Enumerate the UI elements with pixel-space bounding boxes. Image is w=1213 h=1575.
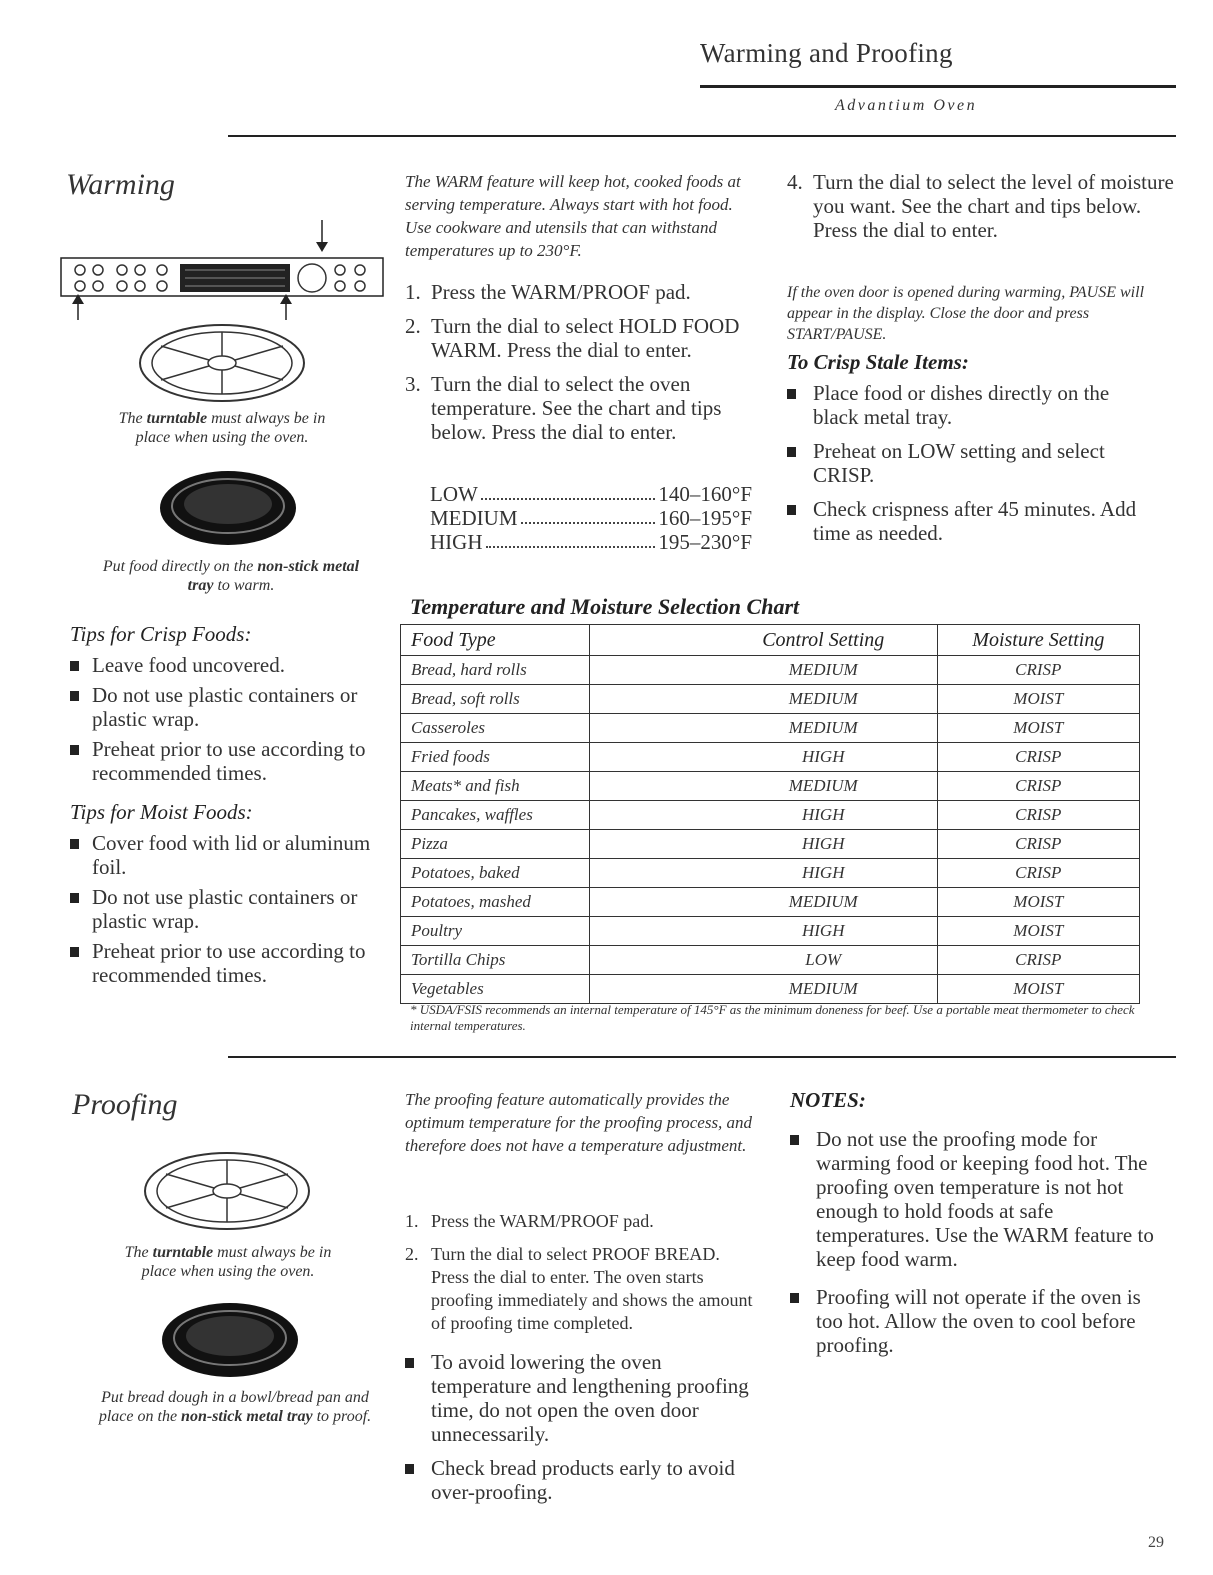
control-setting-cell: MEDIUM: [589, 685, 937, 714]
tips-moist-item: Do not use plastic containers or plastic wrap.: [70, 885, 390, 933]
temp-row-medium: MEDIUM 160–195°F: [430, 506, 752, 530]
tips-crisp-item: Leave food uncovered.: [70, 653, 390, 677]
control-setting-cell: HIGH: [589, 743, 937, 772]
food-type-cell: Bread, soft rolls: [401, 685, 590, 714]
section-divider-bottom: [228, 1056, 1176, 1058]
food-type-cell: Meats* and fish: [401, 772, 590, 801]
temp-row-low: LOW 140–160°F: [430, 482, 752, 506]
food-type-cell: Potatoes, mashed: [401, 888, 590, 917]
notes-heading: NOTES:: [790, 1088, 866, 1112]
control-setting-cell: HIGH: [589, 859, 937, 888]
metal-tray-illustration: [160, 1300, 300, 1380]
warming-title: Warming: [66, 168, 175, 201]
food-type-cell: Pizza: [401, 830, 590, 859]
control-setting-cell: MEDIUM: [589, 656, 937, 685]
crisp-stale-heading: To Crisp Stale Items:: [787, 350, 969, 374]
chart-row: [401, 685, 1140, 714]
chart-row: [401, 772, 1140, 801]
turntable-illustration: [137, 322, 307, 404]
proofing-steps: [405, 1210, 760, 1345]
proofing-tray-caption: Put bread dough in a bowl/bread pan and place on the non-stick metal tray to proof.: [98, 1389, 372, 1425]
crisp-stale-item: Check crispness after 45 minutes. Add time as needed.: [787, 497, 1157, 545]
moisture-setting-cell: CRISP: [937, 859, 1139, 888]
moisture-setting-cell: CRISP: [937, 946, 1139, 975]
metal-tray-illustration: [158, 468, 298, 548]
chart-row: [401, 743, 1140, 772]
tips-crisp-item: Do not use plastic containers or plastic wrap.: [70, 683, 390, 731]
page-number: 29: [1148, 1534, 1164, 1551]
section-divider-top: [228, 135, 1176, 137]
chart-header-row: [401, 625, 1140, 656]
chart-title: Temperature and Moisture Selection Chart: [410, 594, 800, 619]
chart-row: [401, 946, 1140, 975]
pause-note: If the oven door is opened during warming, PAUSE will appear in the display. Close the door and press START/PAUSE.: [787, 284, 1145, 343]
control-setting-cell: MEDIUM: [589, 772, 937, 801]
moisture-setting-cell: CRISP: [937, 743, 1139, 772]
control-setting-cell: MEDIUM: [589, 714, 937, 743]
page-header-title: Warming and Proofing: [700, 38, 953, 68]
proofing-turntable-caption: The turntable must always be in place when using the oven.: [124, 1244, 332, 1280]
moisture-setting-cell: MOIST: [937, 975, 1139, 1004]
tips-moist-foods: [70, 800, 390, 987]
chart-row: [401, 975, 1140, 1004]
control-setting-cell: LOW: [589, 946, 937, 975]
page-header-subtitle: Advantium Oven: [835, 97, 978, 114]
crisp-stale-item: Preheat on LOW setting and select CRISP.: [787, 439, 1157, 487]
food-type-cell: Vegetables: [401, 975, 590, 1004]
moisture-setting-cell: MOIST: [937, 917, 1139, 946]
food-type-cell: Pancakes, waffles: [401, 801, 590, 830]
turntable-illustration: [142, 1150, 312, 1232]
crisp-stale-item: Place food or dishes directly on the black metal tray.: [787, 381, 1157, 429]
chart-col-header: Moisture Setting: [937, 625, 1139, 656]
proofing-step: 2. Turn the dial to select PROOF BREAD. Press the dial to enter. The oven starts proofing immediately and shows the amount of proofing time completed.: [405, 1244, 753, 1333]
temperature-list: [430, 482, 752, 554]
moisture-setting-cell: CRISP: [937, 656, 1139, 685]
chart-col-header: Food Type: [401, 625, 590, 656]
chart-row: [401, 859, 1140, 888]
moisture-setting-cell: CRISP: [937, 772, 1139, 801]
warming-turntable-caption: The turntable must always be in place when using the oven.: [118, 410, 326, 446]
chart-row: [401, 801, 1140, 830]
control-panel-illustration: [60, 220, 385, 320]
crisp-stale-items: [787, 350, 1157, 545]
tips-crisp-heading: Tips for Crisp Foods:: [70, 622, 252, 646]
tips-crisp-foods: [70, 622, 390, 785]
warming-step-4: 4. Turn the dial to select the level of moisture you want. See the chart and tips below. Press the dial to enter.: [787, 170, 1174, 242]
chart-row: [401, 830, 1140, 859]
notes-item: Proofing will not operate if the oven is too hot. Allow the oven to cool before proofing.: [790, 1285, 1160, 1357]
tips-crisp-item: Preheat prior to use according to recommended times.: [70, 737, 390, 785]
warming-step: 1. Press the WARM/PROOF pad.: [405, 280, 691, 304]
proofing-bullet: To avoid lowering the oven temperature and lengthening proofing time, do not open the oven door unnecessarily.: [405, 1350, 750, 1446]
chart-col-header: Control Setting: [589, 625, 937, 656]
proofing-step: 1. Press the WARM/PROOF pad.: [405, 1211, 654, 1231]
chart-row: [401, 888, 1140, 917]
moisture-setting-cell: CRISP: [937, 801, 1139, 830]
warming-tray-caption: Put food directly on the non-stick metal tray to warm.: [102, 558, 360, 594]
food-type-cell: Casseroles: [401, 714, 590, 743]
warming-step: 3. Turn the dial to select the oven temperature. See the chart and tips below. Press the dial to enter.: [405, 372, 722, 444]
control-setting-cell: HIGH: [589, 917, 937, 946]
food-type-cell: Fried foods: [401, 743, 590, 772]
warming-step: 2. Turn the dial to select HOLD FOOD WARM. Press the dial to enter.: [405, 314, 740, 362]
food-type-cell: Bread, hard rolls: [401, 656, 590, 685]
proofing-intro: The proofing feature automatically provides the optimum temperature for the proofing process, and therefore does not have a temperature adjustment.: [405, 1090, 753, 1155]
control-setting-cell: MEDIUM: [589, 888, 937, 917]
selection-chart: [400, 624, 1140, 1004]
proofing-bullet: Check bread products early to avoid over-proofing.: [405, 1456, 750, 1504]
control-setting-cell: MEDIUM: [589, 975, 937, 1004]
chart-footnote: * USDA/FSIS recommends an internal temperature of 145°F as the minimum doneness for beef. Use a portable meat thermometer to check internal temperatures.: [410, 1002, 1135, 1033]
tips-moist-item: Cover food with lid or aluminum foil.: [70, 831, 390, 879]
food-type-cell: Tortilla Chips: [401, 946, 590, 975]
header-rule: [700, 85, 1176, 88]
food-type-cell: Potatoes, baked: [401, 859, 590, 888]
moisture-setting-cell: MOIST: [937, 888, 1139, 917]
control-setting-cell: HIGH: [589, 830, 937, 859]
chart-row: [401, 714, 1140, 743]
proofing-bullets: [405, 1350, 750, 1504]
tips-moist-item: Preheat prior to use according to recommended times.: [70, 939, 390, 987]
chart-table: [400, 624, 1140, 1004]
moisture-setting-cell: CRISP: [937, 830, 1139, 859]
moisture-setting-cell: MOIST: [937, 685, 1139, 714]
proofing-title: Proofing: [72, 1088, 178, 1121]
proofing-notes: [790, 1088, 1160, 1357]
warming-intro: The WARM feature will keep hot, cooked foods at serving temperature. Always start with hot food. Use cookware and utensils that can withstand temperatures up to 230°F.: [405, 172, 741, 260]
warming-steps: [405, 280, 750, 454]
chart-row: [401, 656, 1140, 685]
food-type-cell: Poultry: [401, 917, 590, 946]
tips-moist-heading: Tips for Moist Foods:: [70, 800, 253, 824]
notes-item: Do not use the proofing mode for warming food or keeping food hot. The proofing oven temperature is not hot enough to hold foods at safe temperatures. Use the WARM feature to keep food warm.: [790, 1127, 1160, 1271]
control-setting-cell: HIGH: [589, 801, 937, 830]
moisture-setting-cell: MOIST: [937, 714, 1139, 743]
temp-row-high: HIGH 195–230°F: [430, 530, 752, 554]
chart-row: [401, 917, 1140, 946]
